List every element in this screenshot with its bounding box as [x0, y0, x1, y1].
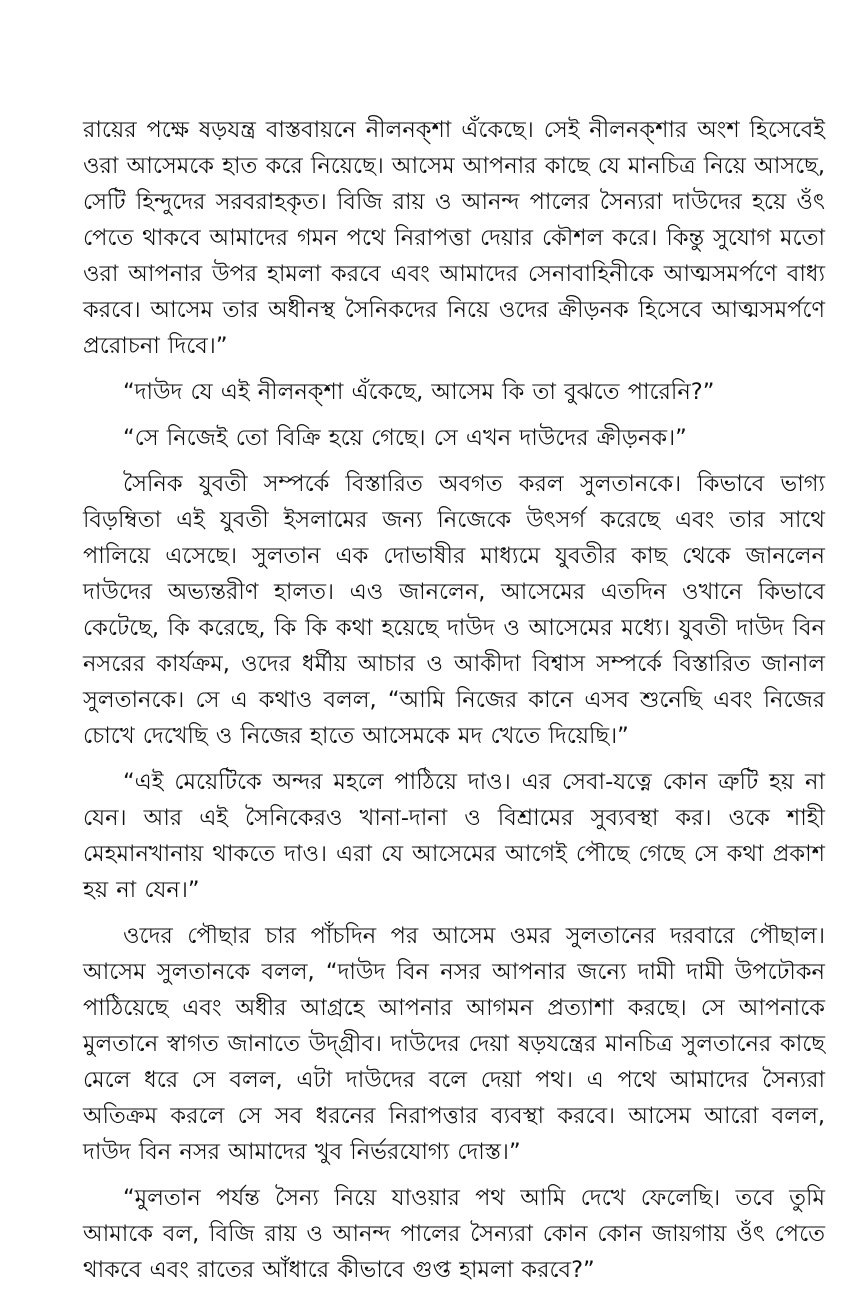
paragraph-7: “মুলতান পর্যন্ত সৈন্য নিয়ে যাওয়ার পথ আমি দেখে ফেলেছি। তবে তুমি আমাকে বল, বিজি রায় ও আনন্দ পালের সৈন্যরা কোন কোন জায়গায় ওঁৎ পেতে থাকবে এবং রাতের আঁধারে কীভাবে গুপ্ত হামলা করবে?”	[83, 1185, 825, 1283]
paragraph-1: রায়ের পক্ষে ষড়যন্ত্র বাস্তবায়নে নীলনক্শা এঁকেছে। সেই নীলনক্শার অংশ হিসেবেই ওরা আসেমকে হাত করে নিয়েছে। আসেম আপনার কাছে যে মানচিত্র নিয়ে আসছে, সেটি হিন্দুদের সরবরাহকৃত। বিজি রায় ও আনন্দ পালের সৈন্যরা দাউদের হয়ে ওঁৎ পেতে থাকবে আমাদের গমন পথে নিরাপত্তা দেয়ার কৌশল করে। কিন্তু সুযোগ মতো ওরা আপনার উপর হামলা করবে এবং আমাদের সেনাবাহিনীকে আত্মসমর্পণে বাধ্য করবে। আসেম তার অধীনস্থ সৈনিকদের নিয়ে ওদের ক্রীড়নক হিসেবে আত্মসমর্পণে প্ররোচনা দিবে।”	[83, 117, 826, 359]
paragraph-4: সৈনিক যুবতী সম্পর্কে বিস্তারিত অবগত করল সুলতানকে। কিভাবে ভাগ্য বিড়ম্বিতা এই যুবতী ইসলামের জন্য নিজেকে উৎসর্গ করেছে এবং তার সাথে পালিয়ে এসেছে। সুলতান এক দোভাষীর মাধ্যমে যুবতীর কাছ থেকে জানলেন দাউদের অভ্যন্তরীণ হালত। এও জানলেন, আসেমের এতদিন ওখানে কিভাবে কেটেছে, কি করেছে, কি কি কথা হয়েছে দাউদ ও আসেমের মধ্যে। যুবতী দাউদ বিন নসরের কার্যক্রম, ওদের ধর্মীয় আচার ও আকীদা বিশ্বাস সম্পর্কে বিস্তারিত জানাল সুলতানকে। সে এ কথাও বলল, “আমি নিজের কানে এসব শুনেছি এবং নিজের চোখে দেখেছি ও নিজের হাতে আসেমকে মদ খেতে দিয়েছি।”	[83, 471, 825, 749]
paragraph-6: ওদের পৌছার চার পাঁচদিন পর আসেম ওমর সুলতানের দরবারে পৌছাল। আসেম সুলতানকে বলল, “দাউদ বিন নসর আপনার জন্যে দামী দামী উপঢৌকন পাঠিয়েছে এবং অধীর আগ্রহে আপনার আগমন প্রত্যাশা করছে। সে আপনাকে মুলতানে স্বাগত জানাতে উদ্গ্রীব। দাউদের দেয়া ষড়যন্ত্রের মানচিত্র সুলতানের কাছে মেলে ধরে সে বলল, এটা দাউদের বলে দেয়া পথ। এ পথে আমাদের সৈন্যরা অতিক্রম করলে সে সব ধরনের নিরাপত্তার ব্যবস্থা করবে। আসেম আরো বলল, দাউদ বিন নসর আমাদের খুব নির্ভরযোগ্য দোস্ত।”	[83, 923, 825, 1165]
paragraph-3: “সে নিজেই তো বিক্রি হয়ে গেছে। সে এখন দাউদের ক্রীড়নক।”	[123, 425, 687, 451]
paragraph-5: “এই মেয়েটিকে অন্দর মহলে পাঠিয়ে দাও। এর সেবা-যত্নে কোন ত্রুটি হয় না যেন। আর এই সৈনিকেরও খানা-দানা ও বিশ্রামের সুব্যবস্থা কর। ওকে শাহী মেহমানখানায় থাকতে দাও। এরা যে আসেমের আগেই পৌছে গেছে সে কথা প্রকাশ হয় না যেন।”	[83, 769, 825, 903]
paragraph-2: “দাউদ যে এই নীলনক্শা এঁকেছে, আসেম কি তা বুঝতে পারেনি?”	[123, 379, 715, 405]
page-text-body	[83, 112, 825, 1298]
